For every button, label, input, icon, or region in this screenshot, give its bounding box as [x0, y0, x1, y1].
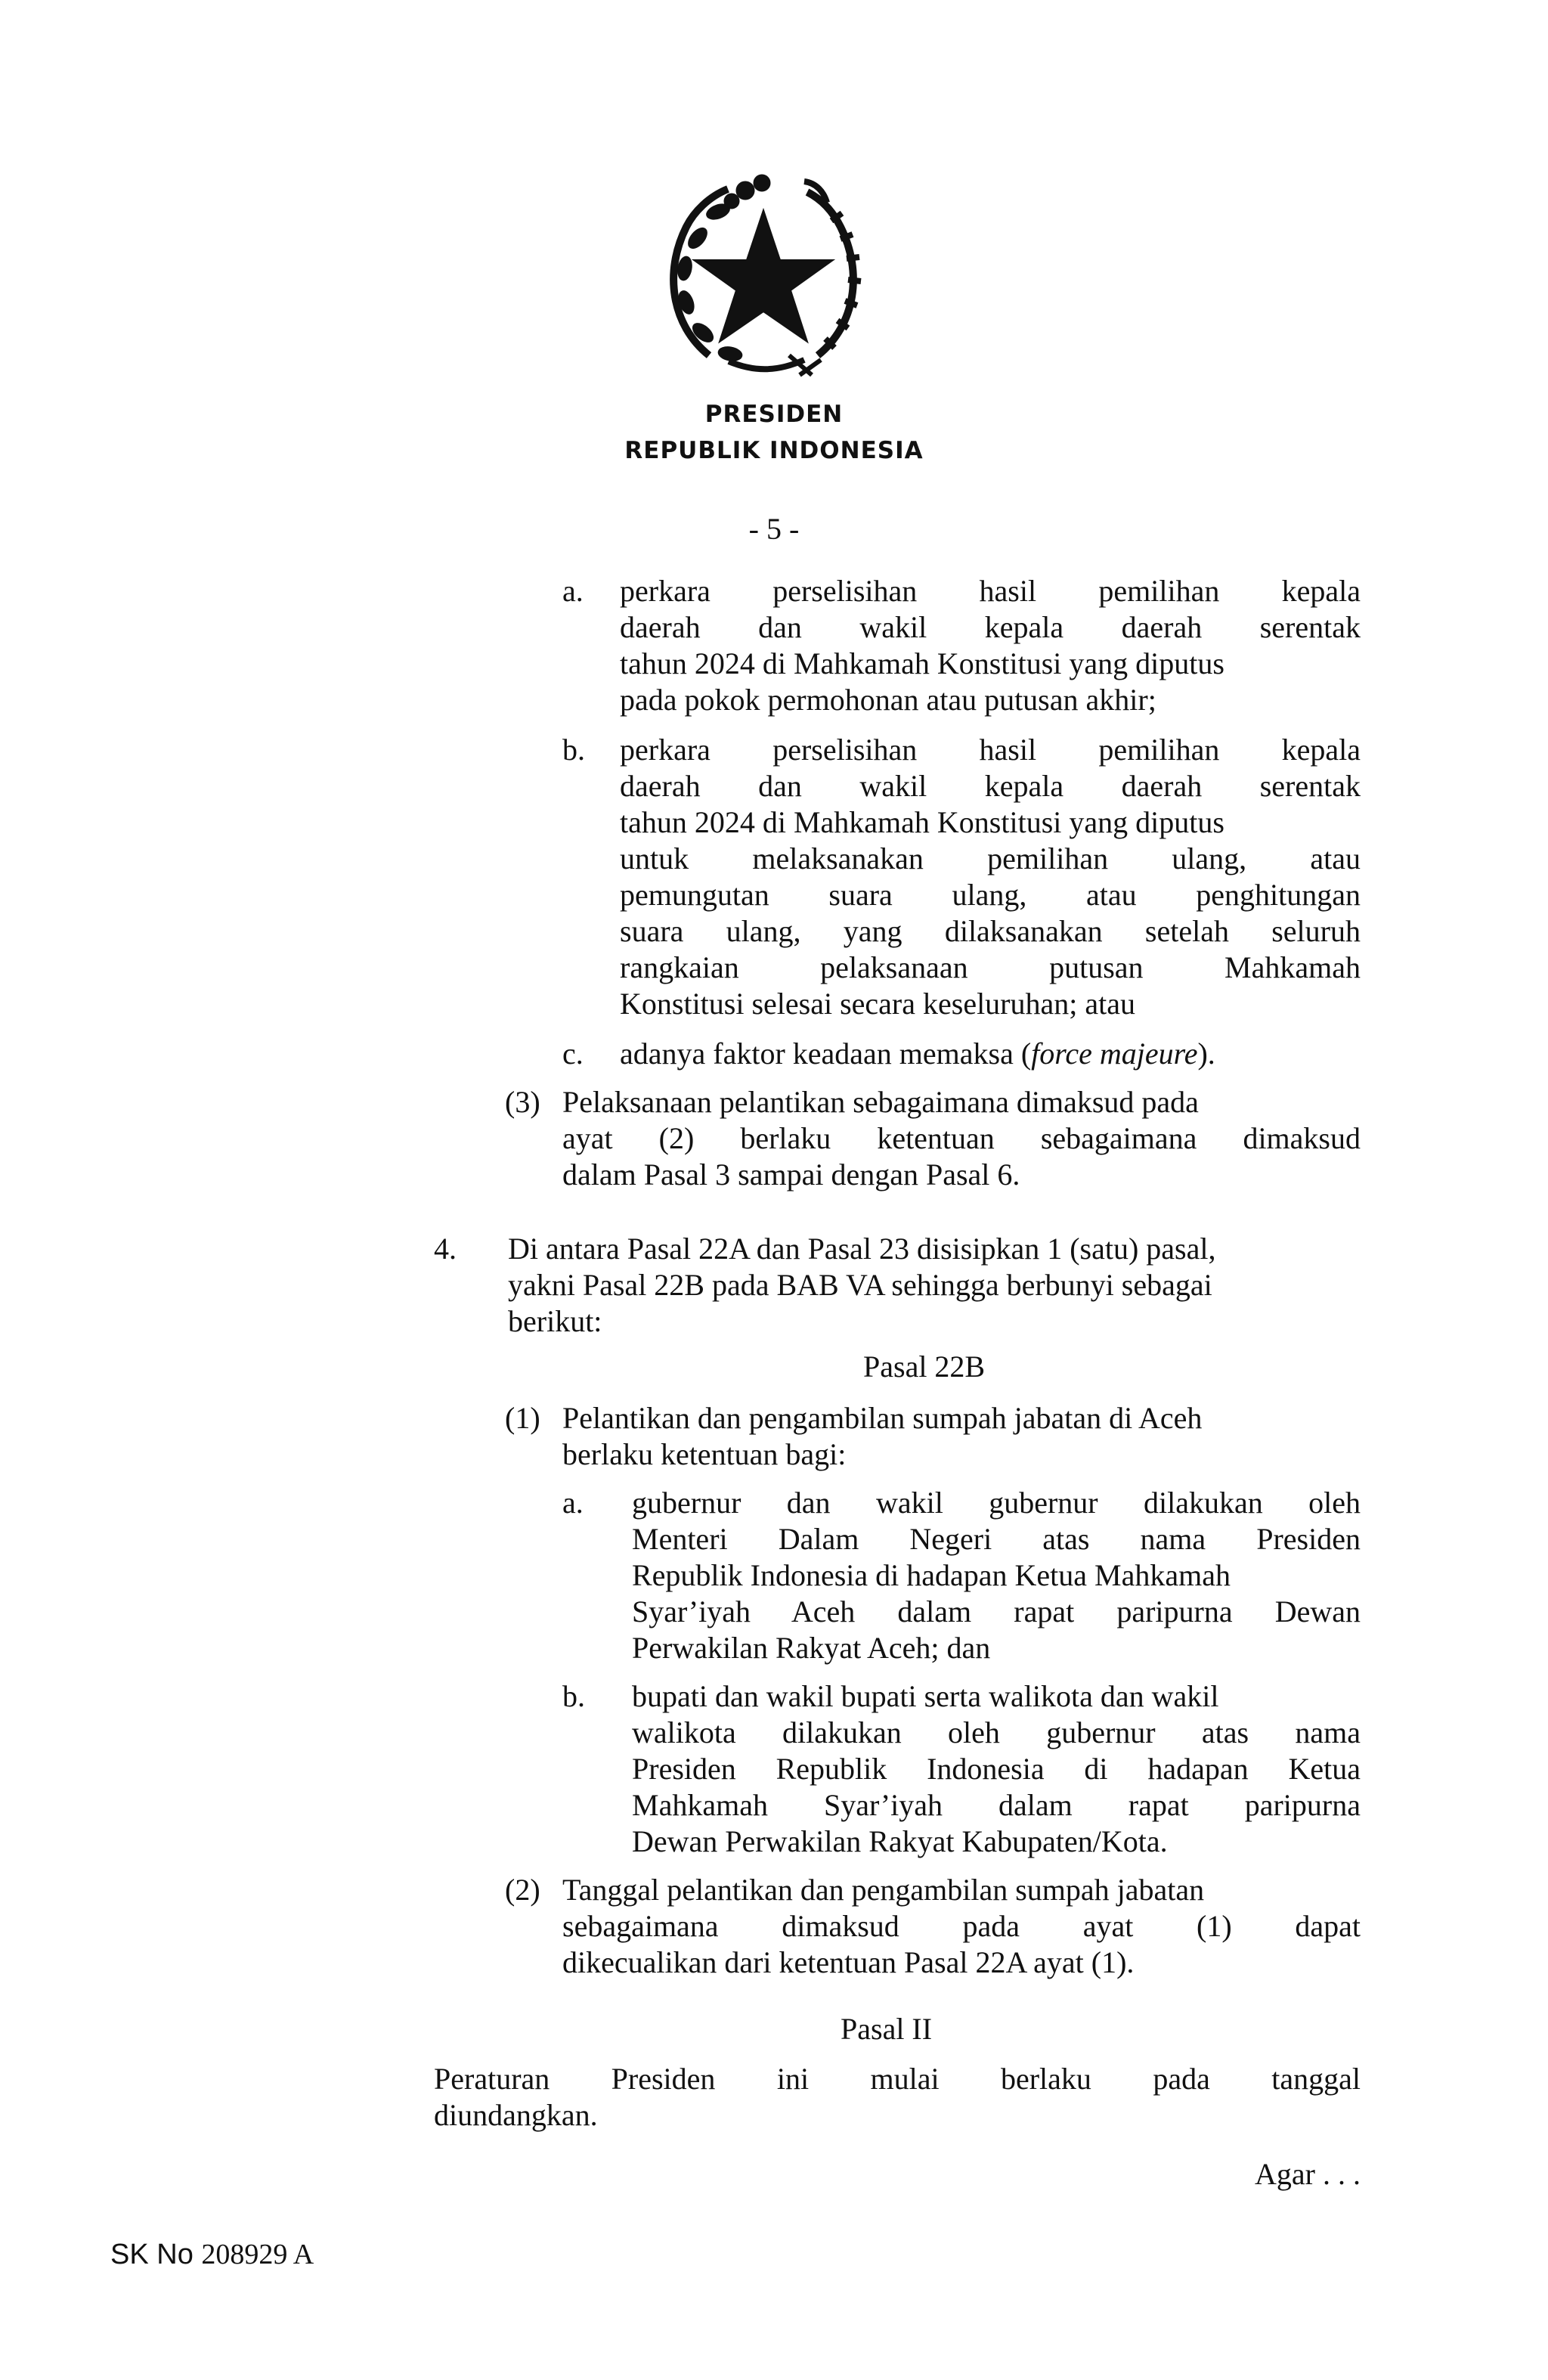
text-line: daerah dan wakil kepala daerah serentak — [620, 610, 1361, 644]
ayat-3-marker: (3) — [505, 1085, 540, 1119]
ayat-2-marker: (2) — [505, 1873, 540, 1907]
text-line: gubernur dan wakil gubernur dilakukan oleh — [632, 1486, 1361, 1520]
text-line: ayat (2) berlaku ketentuan sebagaimana dimaksud — [562, 1121, 1361, 1155]
text-line: Perwakilan Rakyat Aceh; dan — [632, 1631, 991, 1665]
text-line: berlaku ketentuan bagi: — [562, 1437, 847, 1471]
text-line: perkara perselisihan hasil pemilihan kepala — [620, 574, 1361, 608]
page-number: - 5 - — [748, 512, 800, 546]
text-line: bupati dan wakil bupati serta walikota dan wakil — [632, 1679, 1219, 1713]
item-b-marker: b. — [562, 1679, 585, 1713]
pasal-ii-title: Pasal II — [841, 2012, 933, 2046]
text-line: sebagaimana dimaksud pada ayat (1) dapat — [562, 1909, 1361, 1943]
text-line: Konstitusi selesai secara keseluruhan; atau — [620, 987, 1135, 1021]
text-line: suara ulang, yang dilaksanakan setelah seluruh — [620, 914, 1361, 948]
ayat-1-marker: (1) — [505, 1401, 540, 1435]
text-line: adanya faktor keadaan memaksa (force majeure). — [620, 1037, 1215, 1071]
text-line: untuk melaksanakan pemilihan ulang, atau — [620, 841, 1361, 875]
item-a-marker: a. — [562, 1486, 584, 1520]
header-presiden: PRESIDEN — [704, 401, 844, 428]
text-line: tahun 2024 di Mahkamah Konstitusi yang diputus — [620, 646, 1224, 680]
italic-term: force majeure — [1031, 1037, 1198, 1071]
pasal-22b-title: Pasal 22B — [863, 1350, 986, 1384]
text-line: berikut: — [508, 1304, 602, 1338]
text-line: yakni Pasal 22B pada BAB VA sehingga berbunyi sebagai — [508, 1268, 1212, 1302]
item-c-marker: c. — [562, 1037, 584, 1071]
header-republik-indonesia: REPUBLIK INDONESIA — [624, 437, 924, 464]
text-line: Menteri Dalam Negeri atas nama Presiden — [632, 1522, 1361, 1556]
text-line: rangkaian pelaksanaan putusan Mahkamah — [620, 950, 1361, 984]
text-line: pemungutan suara ulang, atau penghitungan — [620, 878, 1361, 912]
text-line: Tanggal pelantikan dan pengambilan sumpah jabatan — [562, 1873, 1205, 1907]
text-line: perkara perselisihan hasil pemilihan kepala — [620, 733, 1361, 767]
text-line: tahun 2024 di Mahkamah Konstitusi yang diputus — [620, 805, 1224, 839]
text-line: dikecualikan dari ketentuan Pasal 22A ayat (1). — [562, 1945, 1135, 1979]
text-line: Republik Indonesia di hadapan Ketua Mahkamah — [632, 1558, 1231, 1592]
text-line: Dewan Perwakilan Rakyat Kabupaten/Kota. — [632, 1824, 1168, 1858]
catchword: Agar . . . — [1255, 2157, 1361, 2191]
text-line: Presiden Republik Indonesia di hadapan Ketua — [632, 1752, 1361, 1786]
text-line: dalam Pasal 3 sampai dengan Pasal 6. — [562, 1157, 1020, 1192]
text-line: walikota dilakukan oleh gubernur atas nama — [632, 1715, 1361, 1749]
text-line: Di antara Pasal 22A dan Pasal 23 disisipkan 1 (satu) pasal, — [508, 1232, 1216, 1266]
item-b-marker: b. — [562, 733, 585, 767]
text-line: Peraturan Presiden ini mulai berlaku pada tanggal — [434, 2062, 1361, 2096]
text-line: daerah dan wakil kepala daerah serentak — [620, 769, 1361, 803]
item-4-marker: 4. — [434, 1232, 457, 1266]
garuda-star-emblem-icon — [656, 166, 871, 384]
footer-sk-number: SK No 208929 A — [110, 2239, 314, 2270]
text-line: Pelantikan dan pengambilan sumpah jabatan di Aceh — [562, 1401, 1203, 1435]
text-line: Mahkamah Syar’iyah dalam rapat paripurna — [632, 1788, 1361, 1822]
text-line: Syar’iyah Aceh dalam rapat paripurna Dewan — [632, 1594, 1361, 1629]
item-a-marker: a. — [562, 574, 584, 608]
text-line: pada pokok permohonan atau putusan akhir; — [620, 683, 1156, 717]
text-line: diundangkan. — [434, 2098, 598, 2132]
text-line: Pelaksanaan pelantikan sebagaimana dimaksud pada — [562, 1085, 1199, 1119]
